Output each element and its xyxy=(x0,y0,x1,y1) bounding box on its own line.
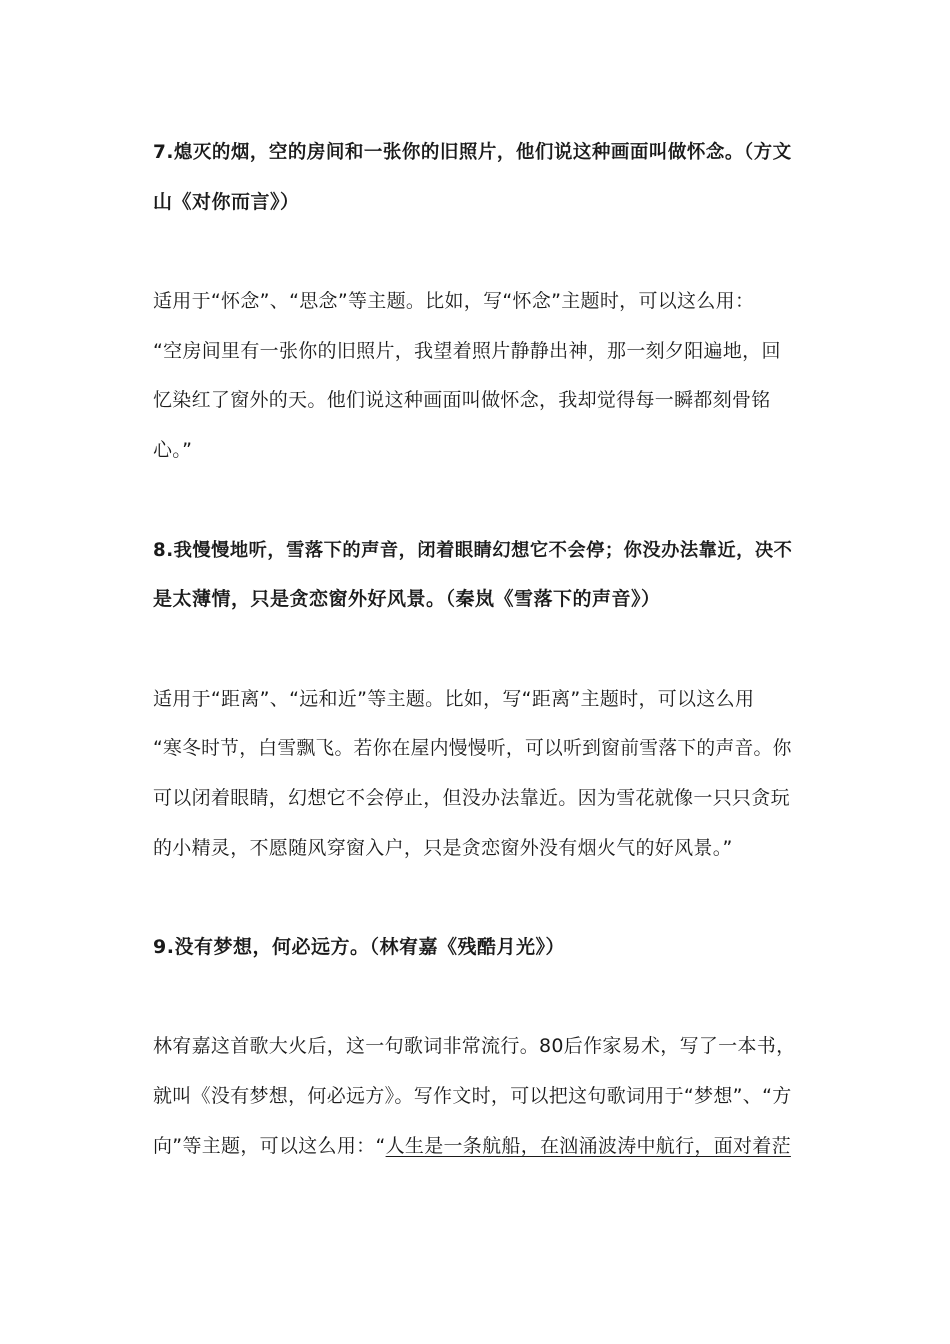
usage-paragraph-9 xyxy=(153,1022,799,1171)
paragraph-line: 就叫《没有梦想，何必远方》。写作文时，可以把这句歌词用于“梦想”、“方 xyxy=(153,1085,792,1108)
heading-line: 9.没有梦想，何必远方。（林宥嘉《残酷月光》） xyxy=(153,936,565,958)
usage-paragraph-7 xyxy=(153,277,799,476)
quote-heading-8 xyxy=(153,526,799,625)
heading-line: 是太薄情，只是贪恋窗外好风景。（秦岚《雪落下的声音》） xyxy=(153,588,661,611)
paragraph-line: “空房间里有一张你的旧照片，我望着照片静静出神，那一刻夕阳遍地，回 xyxy=(153,339,781,362)
paragraph-line: 适用于“怀念”、“思念”等主题。比如，写“怀念”主题时，可以这么用： xyxy=(153,290,755,313)
heading-line: 7.熄灭的烟，空的房间和一张你的旧照片，他们说这种画面叫做怀念。（方文 xyxy=(153,142,792,163)
paragraph-line: 林宥嘉这首歌大火后，这一句歌词非常流行。80后作家易术，写了一本书， xyxy=(153,1035,796,1058)
paragraph-line: 可以闭着眼睛，幻想它不会停止，但没办法靠近。因为雪花就像一只只贪玩 xyxy=(153,786,790,809)
paragraph-line: 适用于“距离”、“远和近”等主题。比如，写“距离”主题时，可以这么用 xyxy=(153,687,755,710)
heading-line: 8.我慢慢地听，雪落下的声音，闭着眼睛幻想它不会停；你没办法靠近，决不 xyxy=(153,539,793,561)
paragraph-line: 的小精灵，不愿随风穿窗入户，只是贪恋窗外没有烟火气的好风景。” xyxy=(153,836,733,859)
paragraph-line: 忆染红了窗外的天。他们说这种画面叫做怀念，我却觉得每一瞬都刻骨铭 xyxy=(153,389,771,412)
document-page xyxy=(153,128,799,1171)
paragraph-line: “寒冬时节，白雪飘飞。若你在屋内慢慢听，可以听到窗前雪落下的声音。你 xyxy=(153,738,792,760)
quote-heading-7 xyxy=(153,128,799,227)
paragraph-line: 心。” xyxy=(153,439,193,462)
heading-line: 山《对你而言》） xyxy=(153,190,300,213)
paragraph-text: 向”等主题，可以这么用：“ xyxy=(153,1134,386,1157)
underlined-example-text: 人生是一条航船，在汹涌波涛中航行，面对着茫 xyxy=(385,1134,791,1157)
usage-paragraph-8 xyxy=(153,675,799,874)
paragraph-line xyxy=(153,1122,799,1172)
quote-heading-9 xyxy=(153,923,799,973)
